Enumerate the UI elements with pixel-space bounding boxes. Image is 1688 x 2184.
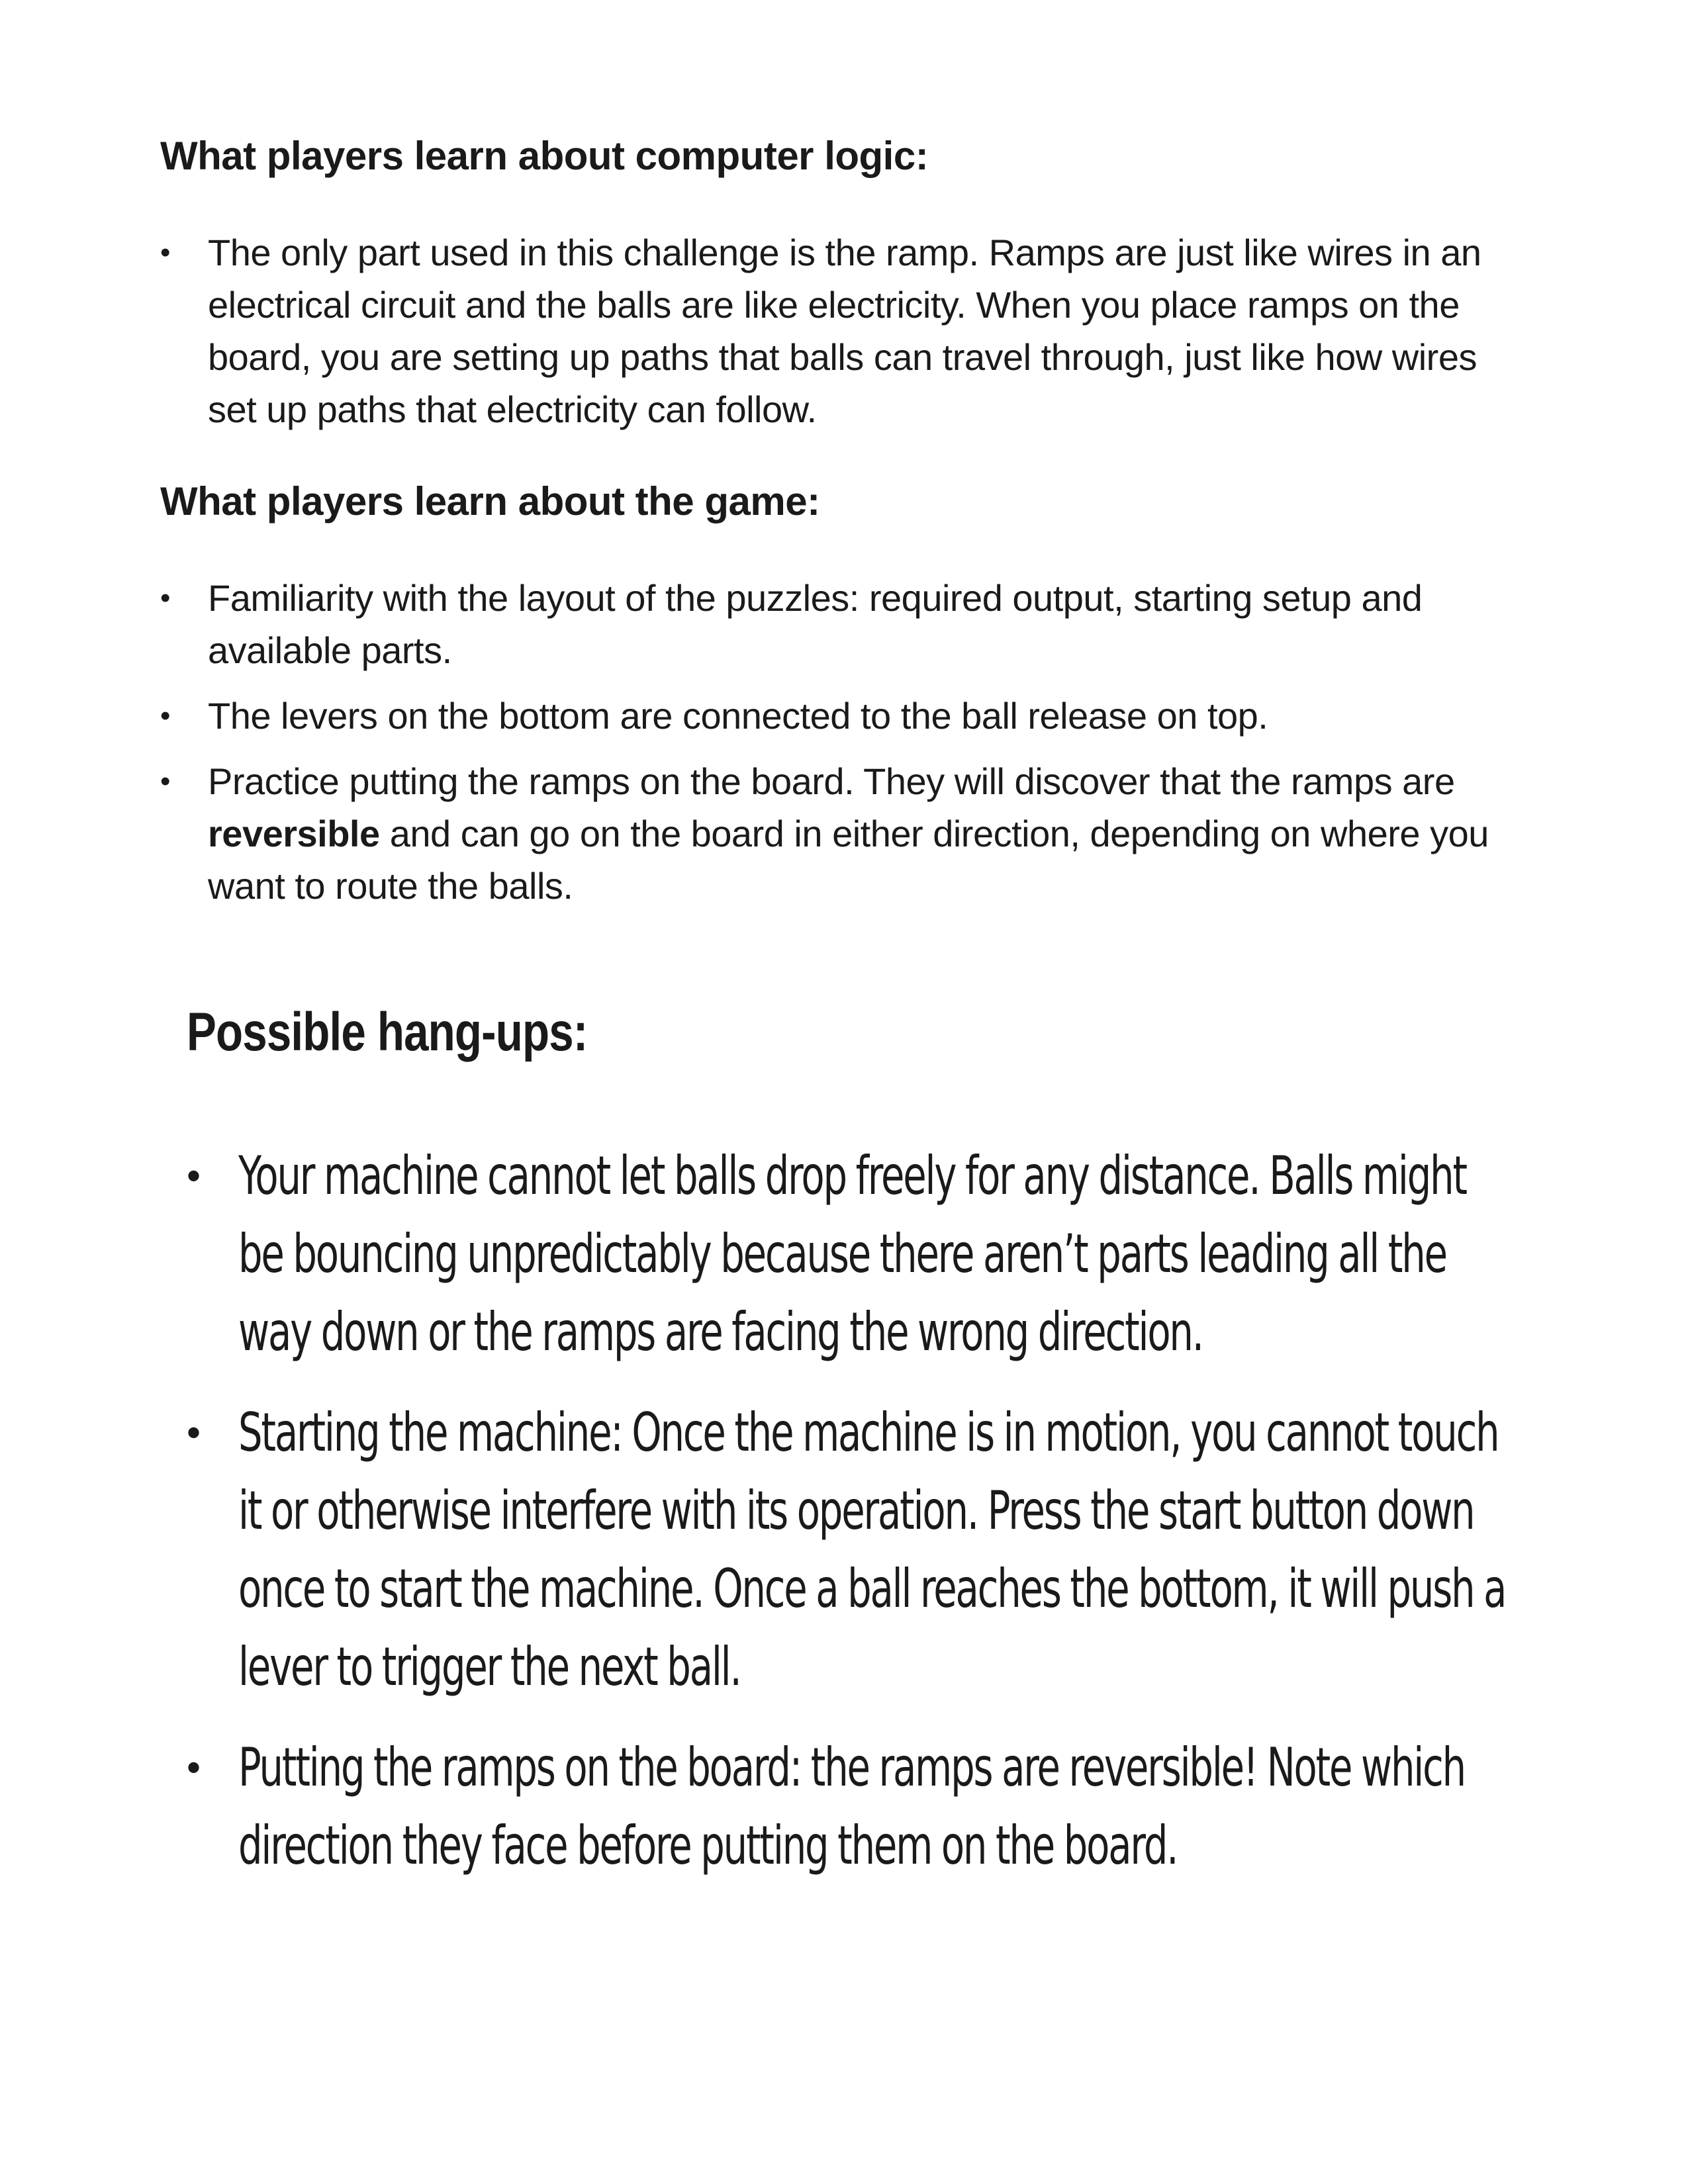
list-item-text <box>208 760 1489 907</box>
list-item-text: Your machine cannot let balls drop freely for any distance. Balls might be bouncing unpredictably because there aren’t parts leading all the way down or the ramps are facing the wrong direction. <box>238 1145 1466 1363</box>
list-item-text: Putting the ramps on the board: the ramps are reversible! Note which direction they face before putting them on the board. <box>238 1737 1465 1876</box>
list-item <box>160 690 1524 742</box>
heading-hang-ups: Possible hang-ups: <box>187 1002 588 1062</box>
bullet-icon: • <box>160 700 170 732</box>
list-item-text: The only part used in this challenge is the ramp. Ramps are just like wires in an electrical circuit and the balls are like electricity. When you place ramps on the board, you are setting up paths that balls can travel through, just like how wires set up paths that electricity can follow. <box>208 232 1481 430</box>
bullet-icon: • <box>160 582 170 614</box>
bold-term: reversible <box>208 813 380 854</box>
list-item <box>160 572 1524 676</box>
bullet-icon: • <box>160 765 170 797</box>
bullet-icon: • <box>160 236 170 269</box>
game-list <box>160 572 1524 925</box>
bullet-icon: • <box>187 1410 201 1455</box>
list-item <box>187 1729 1537 1885</box>
text-after-bold: and can go on the board in either direction, depending on where you want to route the balls. <box>208 813 1489 907</box>
computer-logic-list <box>160 226 1524 449</box>
list-item <box>160 226 1524 435</box>
list-item <box>187 1137 1537 1371</box>
list-item <box>187 1394 1537 1706</box>
list-item <box>160 755 1524 912</box>
text-before-bold: Practice putting the ramps on the board. They will discover that the ramps are <box>208 760 1455 802</box>
bullet-icon: • <box>187 1745 201 1790</box>
hang-ups-list <box>187 1137 1537 1907</box>
list-item-text: The levers on the bottom are connected to the ball release on top. <box>208 695 1268 737</box>
list-item-text: Starting the machine: Once the machine is in motion, you cannot touch it or otherwise interfere with its operation. Press the start button down once to start the machine. Once a ball reaches the bottom, it will push a lever to trigger the next ball. <box>238 1402 1506 1698</box>
heading-game: What players learn about the game: <box>160 479 820 523</box>
list-item-text: Familiarity with the layout of the puzzles: required output, starting setup and available parts. <box>208 577 1423 671</box>
bullet-icon: • <box>187 1154 201 1198</box>
heading-computer-logic: What players learn about computer logic: <box>160 134 929 178</box>
